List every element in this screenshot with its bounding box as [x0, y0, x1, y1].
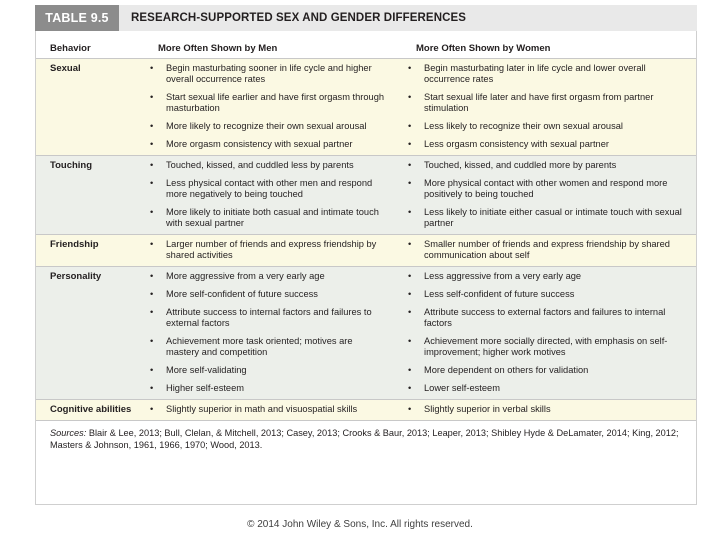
- men-cell: [144, 156, 402, 234]
- list-item: • Achievement more task oriented; motives are mastery and competition: [144, 336, 388, 358]
- list-item: • Larger number of friends and express friendship by shared activities: [144, 239, 388, 261]
- list-item: • Slightly superior in math and visuospatial skills: [144, 404, 388, 415]
- women-cell: [402, 400, 696, 420]
- table-header: [35, 5, 697, 31]
- list-item: • Slightly superior in verbal skills: [402, 404, 688, 415]
- behavior-label: Personality: [50, 271, 102, 282]
- list-item: • Less aggressive from a very early age: [402, 271, 688, 282]
- men-cell: [144, 400, 402, 420]
- list-item: • Less physical contact with other men and respond more negatively to being touched: [144, 178, 388, 200]
- sources-label: Sources:: [50, 428, 87, 438]
- list-item: • Touched, kissed, and cuddled less by parents: [144, 160, 388, 171]
- list-item: • Less self-confident of future success: [402, 289, 688, 300]
- column-header-behavior: Behavior: [50, 42, 91, 54]
- copyright-notice: © 2014 John Wiley & Sons, Inc. All rights reserved.: [247, 519, 473, 530]
- table-number-label: TABLE 9.5: [35, 5, 119, 31]
- list-item: • Smaller number of friends and express friendship by shared communication about self: [402, 239, 688, 261]
- list-item: • Higher self-esteem: [144, 383, 388, 394]
- women-cell: [402, 267, 696, 399]
- list-item: • More self-validating: [144, 365, 388, 376]
- men-cell: [144, 59, 402, 155]
- list-item: • Begin masturbating later in life cycle and lower overall occurrence rates: [402, 63, 688, 85]
- sources-text: Blair & Lee, 2013; Bull, Clelan, & Mitchell, 2013; Casey, 2013; Crooks & Baur, 2013; Leaper, 2013; Shibley Hyde & DeLamater, 2014; King, 2012; Masters & Johnson, 1961, 1966, 1970; Wood, 2013.: [50, 428, 679, 450]
- list-item: • More self-confident of future success: [144, 289, 388, 300]
- table-row-sexual: [36, 59, 696, 156]
- list-item: • Less orgasm consistency with sexual partner: [402, 139, 688, 150]
- behavior-label: Sexual: [50, 63, 81, 74]
- list-item: • Lower self-esteem: [402, 383, 688, 394]
- men-cell: [144, 267, 402, 399]
- women-cell: [402, 59, 696, 155]
- list-item: • Less likely to recognize their own sexual arousal: [402, 121, 688, 132]
- column-headers: [36, 38, 696, 59]
- list-item: • Less likely to initiate either casual or intimate touch with sexual partner: [402, 207, 688, 229]
- list-item: • Achievement more socially directed, with emphasis on self-improvement; higher work motives: [402, 336, 688, 358]
- behavior-label: Cognitive abilities: [50, 404, 132, 415]
- list-item: • More likely to recognize their own sexual arousal: [144, 121, 388, 132]
- differences-table: [36, 38, 696, 451]
- column-header-men: More Often Shown by Men: [158, 42, 278, 54]
- table-row-cognitive-abilities: [36, 400, 696, 421]
- table-row-personality: [36, 267, 696, 400]
- list-item: • Begin masturbating sooner in life cycle and higher overall occurrence rates: [144, 63, 388, 85]
- behavior-label: Touching: [50, 160, 93, 171]
- list-item: • Touched, kissed, and cuddled more by parents: [402, 160, 688, 171]
- table-title: RESEARCH-SUPPORTED SEX AND GENDER DIFFERENCES: [119, 5, 697, 31]
- list-item: • Start sexual life earlier and have first orgasm through masturbation: [144, 92, 388, 114]
- women-cell: [402, 235, 696, 266]
- column-header-women: More Often Shown by Women: [416, 42, 551, 54]
- list-item: • More orgasm consistency with sexual partner: [144, 139, 388, 150]
- list-item: • More physical contact with other women and respond more positively to being touched: [402, 178, 688, 200]
- list-item: • Start sexual life later and have first orgasm from partner stimulation: [402, 92, 688, 114]
- list-item: • More likely to initiate both casual and intimate touch with sexual partner: [144, 207, 388, 229]
- list-item: • More aggressive from a very early age: [144, 271, 388, 282]
- list-item: • More dependent on others for validation: [402, 365, 688, 376]
- behavior-label: Friendship: [50, 239, 99, 250]
- table-row-friendship: [36, 235, 696, 267]
- table-row-touching: [36, 156, 696, 235]
- sources-note: [36, 421, 696, 451]
- list-item: • Attribute success to external factors and failures to internal factors: [402, 307, 688, 329]
- men-cell: [144, 235, 402, 266]
- list-item: • Attribute success to internal factors and failures to external factors: [144, 307, 388, 329]
- women-cell: [402, 156, 696, 234]
